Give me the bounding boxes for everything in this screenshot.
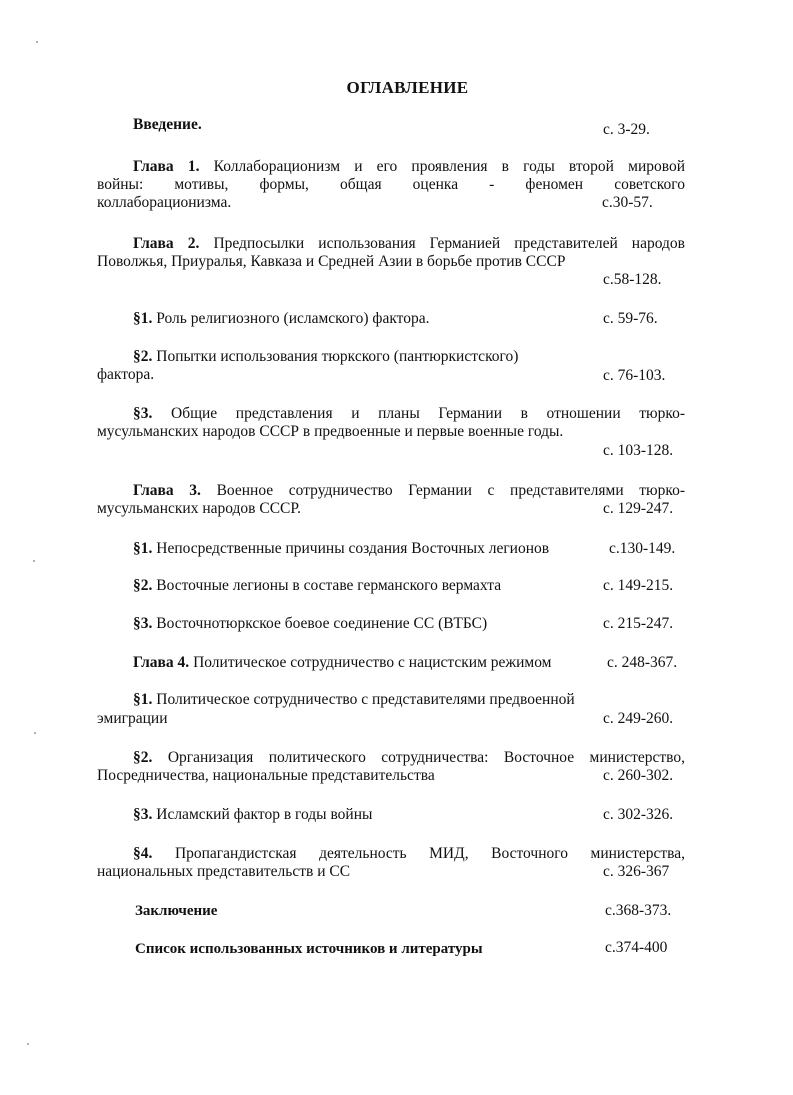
chapter2-line2: Поволжья, Приуралья, Кавказа и Средней Азии в борьбе против СССР [97,253,566,270]
ch3-sec1-page: с.130-149. [609,540,676,557]
ch4-sec1-page: с. 249-260. [603,710,674,727]
scan-speck [34,732,36,734]
ch4-sec2-line1: §2. Организация политического сотрудничества: Восточное министерство, [133,749,685,766]
ch2-sec2-page: с. 76-103. [603,367,666,384]
ch4-sec1-line1: §1. Политическое сотрудничество с представителями предвоенной [133,691,575,708]
ch3-sec3-page: с. 215-247. [603,615,674,632]
ch2-sec3-page: с. 103-128. [603,442,674,459]
ch3-sec2-page: с. 149-215. [603,577,674,594]
ch4-sec3: §3. Исламский фактор в годы войны [133,806,373,823]
ch2-sec1-page: с. 59-76. [603,310,658,327]
intro-heading: Введение. [133,116,202,133]
chapter4: Глава 4. Политическое сотрудничество с нацистским режимом [133,654,552,671]
ch4-sec4-line1: §4. Пропагандистская деятельность МИД, Восточного министерства, [133,845,686,862]
ch3-sec2: §2. Восточные легионы в составе германского вермахта [133,577,502,594]
ch4-sec2-page: с. 260-302. [603,767,674,784]
chapter3-page: с. 129-247. [603,500,674,517]
conclusion-page: с.368-373. [605,902,672,919]
scan-speck [33,560,35,562]
ch4-sec2-line2: Посредничества, национальные представительства [97,767,435,784]
chapter1-page: с.30-57. [602,194,653,211]
scan-speck [36,41,38,43]
ch4-sec3-page: с. 302-326. [603,806,674,823]
chapter2-page: с.58-128. [603,271,662,288]
intro-page: с. 3-29. [603,121,650,138]
scan-speck [27,1043,29,1045]
bibliography-heading: Список использованных источников и литературы [135,941,483,957]
ch2-sec2-line1: §2. Попытки использования тюркского (пантюркистского) [133,348,519,365]
ch2-sec3-line1: §3. Общие представления и планы Германии в отношении тюрко- [133,405,685,422]
ch4-sec4-line2: национальных представительств и СС [97,863,351,880]
bibliography-page: с.374-400 [605,939,668,956]
chapter2-line1: Глава 2. Предпосылки использования Германией представителей народов [133,235,685,252]
ch3-sec3: §3. Восточнотюркское боевое соединение СС (ВТБС) [133,615,488,632]
conclusion-heading: Заключение [135,903,218,919]
ch4-sec1-line2: эмиграции [97,710,168,727]
chapter4-page: с. 248-367. [607,654,678,671]
chapter1-line3: коллаборационизма. [97,194,232,211]
ch2-sec3-line2: мусульманских народов СССР в предвоенные и первые военные годы. [97,423,564,440]
ch2-sec1: §1. Роль религиозного (исламского) фактора. [133,310,430,327]
ch2-sec2-line2: фактора. [97,366,155,383]
chapter1-line1: Глава 1. Коллаборационизм и его проявления в годы второй мировой [133,158,685,175]
chapter3-line1: Глава 3. Военное сотрудничество Германии с представителями тюрко- [133,482,685,499]
page-title: ОГЛАВЛЕНИЕ [346,78,469,97]
chapter3-line2: мусульманских народов СССР. [97,500,301,517]
ch4-sec4-page: с. 326-367 [603,863,670,880]
chapter1-line2: войны: мотивы, формы, общая оценка - феномен советского [97,176,685,193]
ch3-sec1: §1. Непосредственные причины создания Восточных легионов [133,540,550,557]
